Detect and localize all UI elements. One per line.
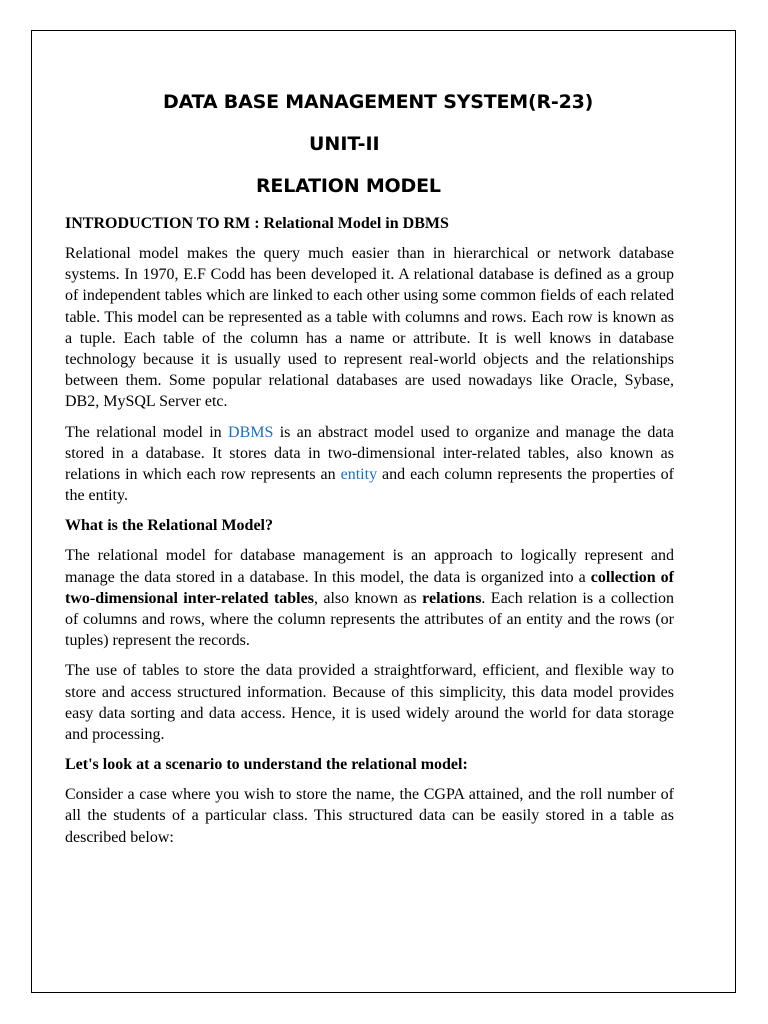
what-text-2: , also known as bbox=[313, 589, 423, 607]
topic-heading: RELATION MODEL bbox=[256, 175, 441, 197]
abstract-text-3: and each column represents the properties of the entity. bbox=[65, 466, 675, 505]
unit-heading: UNIT-II bbox=[309, 133, 380, 155]
entity-link[interactable]: entity bbox=[340, 466, 378, 484]
what-heading: What is the Relational Model? bbox=[65, 517, 273, 535]
what-text-3: . Each relation is a collection of columns and rows, where the column represents the attributes of an entity and the rows (or tuples) represent the records. bbox=[65, 589, 675, 650]
what-bold-1: collection of two-dimensional inter-related tables bbox=[65, 568, 674, 607]
scenario-paragraph: Consider a case where you wish to store the name, the CGPA attained, and the roll number of all the students of a particular class. This structured data can be easily stored in a table as described below: bbox=[65, 786, 674, 846]
dbms-link[interactable]: DBMS bbox=[228, 423, 274, 441]
document-body bbox=[65, 86, 674, 848]
intro-heading: INTRODUCTION TO RM : Relational Model in DBMS bbox=[65, 215, 449, 232]
scenario-heading: Let's look at a scenario to understand the relational model: bbox=[65, 756, 468, 774]
abstract-text-1: The relational model in bbox=[65, 423, 229, 441]
what-paragraph bbox=[65, 545, 674, 651]
what-bold-2: relations bbox=[422, 589, 482, 607]
abstract-paragraph bbox=[65, 422, 674, 507]
what-text-1: The relational model for database management is an approach to logically represent and manage the data stored in a database. In this model, the data is organized into a bbox=[65, 547, 674, 586]
abstract-text-2: is an abstract model used to organize and manage the data stored in a database. It stores data in two-dimensional inter-related tables, also known as relations in which each row represents an bbox=[65, 423, 675, 484]
document-title: DATA BASE MANAGEMENT SYSTEM(R-23) bbox=[163, 91, 594, 113]
intro-paragraph: Relational model makes the query much easier than in hierarchical or network database systems. In 1970, E.F Codd has been developed it. A relational database is defined as a group of independent tables which are linked to each other using some common fields of each related table. This model can be represented as a table with columns and rows. Each row is known as a tuple. Each table of the column has a name or attribute. It is well knows in database technology because it is usually used to represent real-world objects and the relationships between them. Some popular relational databases are used nowadays like Oracle, Sybase, DB2, MySQL Server etc. bbox=[65, 245, 674, 411]
tables-paragraph: The use of tables to store the data provided a straightforward, efficient, and flexible way to store and access structured information. Because of this simplicity, this data model provides easy data sorting and data access. Hence, it is used widely around the world for data storage and processing. bbox=[65, 662, 674, 744]
